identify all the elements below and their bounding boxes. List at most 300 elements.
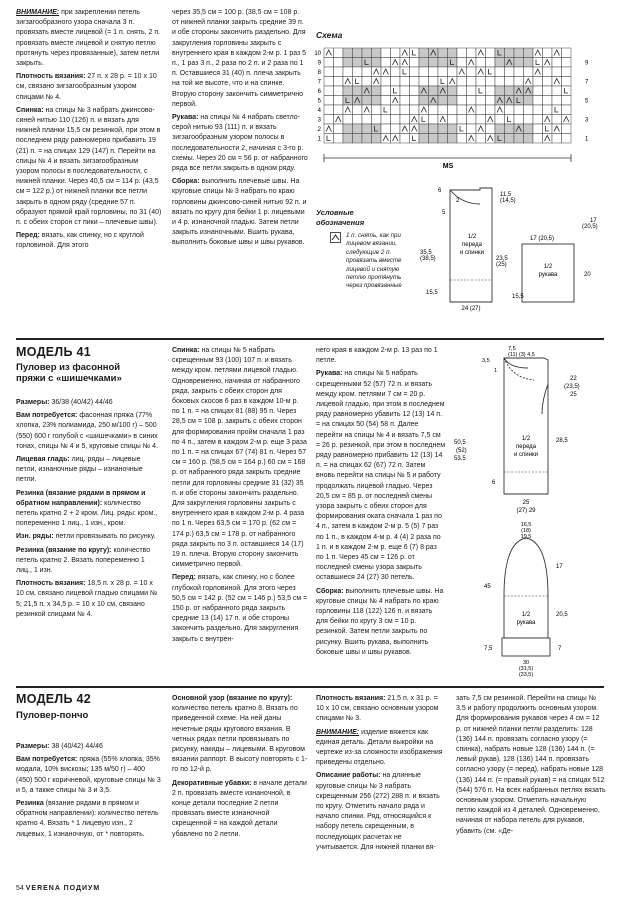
svg-text:(52): (52) <box>456 448 467 454</box>
chart-cell <box>353 58 363 68</box>
chart-cell <box>562 48 572 58</box>
chart-cell <box>562 134 572 144</box>
chart-cell <box>533 115 543 125</box>
chart-cell <box>552 134 562 144</box>
chart-cell <box>467 124 477 134</box>
chart-cell <box>438 105 448 115</box>
m42-density-label: Плотность вязания: <box>316 695 386 702</box>
svg-text:7,5: 7,5 <box>484 646 493 652</box>
chart-cell <box>353 48 363 58</box>
sleeves-text: на спицы № 4 набрать светло-серой нитью 93 (111) п. и вязать зигзагообразным узором полосы в последовательности 2, начиная с 3-го р. схемы. Через 20 см = 56 р. от набранного ряда все петли закрыть в одном ряду. <box>172 114 308 173</box>
chart-cell <box>533 124 543 134</box>
chart-cell <box>353 77 363 87</box>
chart-cell <box>429 58 439 68</box>
svg-text:1: 1 <box>494 368 498 374</box>
page-footer <box>16 885 100 892</box>
chart-cell <box>343 96 353 106</box>
m42-desc-label: Описание работы: <box>316 772 381 780</box>
chart-cell <box>391 86 401 96</box>
chart-cell <box>524 105 534 115</box>
svg-text:3,5: 3,5 <box>482 358 490 364</box>
svg-text:7,5: 7,5 <box>508 346 516 352</box>
chart-cell <box>381 115 391 125</box>
chart-cell <box>381 58 391 68</box>
front-label: Перед: <box>16 232 40 240</box>
legend-title-line-1: Условные <box>316 208 354 217</box>
m41-sizes-label: Размеры: <box>16 399 50 406</box>
pattern-top-sleeve <box>512 180 612 312</box>
svg-text:рукава: рукава <box>516 620 536 626</box>
m42-desc-text: на длинные круговые спицы № 3 набрать скрещенным 256 (272) 288 п. и вязать по кругу. Отметить начало ряда и начало спинки. Ряд, относящийся к набору петель скрещенным, в последующих расчетах не учитывается. Для нижней планки вя- <box>316 772 440 851</box>
chart-cell <box>448 124 458 134</box>
top-column-1 <box>16 8 162 255</box>
chart-cell <box>362 58 372 68</box>
chart-cell <box>495 77 505 87</box>
chart-cell <box>391 124 401 134</box>
chart-cell <box>467 67 477 77</box>
section-divider-1 <box>16 338 604 340</box>
chart-cell <box>362 96 372 106</box>
m41-purl-label: Изн. ряды: <box>16 533 54 541</box>
chart-cell <box>419 124 429 134</box>
page-number: 54 <box>16 885 24 892</box>
chart-cell <box>438 77 448 87</box>
m41-sizes-text: 36/38 (40/42) 44/46 <box>51 399 113 406</box>
chart-cell <box>400 86 410 96</box>
chart-cell <box>524 48 534 58</box>
chart-cell <box>410 48 420 58</box>
svg-text:(31,5): (31,5) <box>518 666 534 672</box>
chart-cell <box>514 115 524 125</box>
chart-cell <box>495 134 505 144</box>
chart-cell <box>552 115 562 125</box>
legend-title <box>316 208 364 228</box>
chart-row-number: 2 <box>317 127 321 133</box>
chart-cell <box>410 67 420 77</box>
legend-symbol-icon <box>330 232 341 243</box>
chart-cell <box>343 124 353 134</box>
chart-row-number: 8 <box>317 70 321 76</box>
chart-cell <box>476 58 486 68</box>
chart-cell <box>448 86 458 96</box>
chart-cell <box>457 48 467 58</box>
chart-cell <box>448 48 458 58</box>
chart-cell <box>343 86 353 96</box>
chart-cell <box>353 115 363 125</box>
chart-row-number: 10 <box>314 51 321 57</box>
chart-cell <box>353 124 363 134</box>
m41-assembly-label: Сборка: <box>316 587 344 595</box>
chart-cell <box>410 58 420 68</box>
chart-cell <box>533 96 543 106</box>
chart-row-number-right: 9 <box>585 60 589 67</box>
svg-text:17: 17 <box>556 564 563 570</box>
model-42-title: МОДЕЛЬ 42 <box>16 692 92 706</box>
chart-cell <box>457 77 467 87</box>
m41-need-text: фасонная пряжа (77% хлопка, 23% полиамида, 250 м/100 г) – 500 (550) 600 г голубой с «шишечками» в синих тонах, спицы № 4 и 5, круговые спицы № 4. <box>16 412 159 450</box>
chart-cell <box>543 77 553 87</box>
chart-cell <box>324 58 334 68</box>
chart-cell <box>486 67 496 77</box>
chart-cell <box>343 58 353 68</box>
chart-cell <box>524 134 534 144</box>
svg-text:24 (27): 24 (27) <box>461 306 481 312</box>
m41-sleeves-text: на спицы № 5 набрать скрещенными 52 (57) 72 п. и вязать между кром. петлями 7 см = 20 р. лицевой гладью, при этом в последнем ряду равномерно убавить 12 (13) 14 п. = на спицах 50 (54) 58 п. Далее перейти на спицы № 4 и вязать 7,5 см = 26 р. резинкой, при этом в последнем ряду равномерно прибавить 12 (13) 14 п. = на спицах 62 (67) 72 п. Затем вновь перейти на спицы № 5 и работу продолжать лицевой гладью. Через 20,5 см = 85 р. от последней смены узора закрыть с обеих сторон для формирования оката сначала 1 раз по 4 п., затем в каждом 2-м р. 5 (5) 7 раз по 1 п., в каждом 4-м р. 4 (4) 2 раза по 1 п. и в каждом 2-м р. еще 6 (7) 8 раз по 1 п. Через 45 см = 126 р. от последней смены узора закрыть оставшиеся 24 (27) 30 петель. <box>316 370 446 582</box>
chart-grid <box>324 48 571 143</box>
model-41-subtitle: Пуловер из фасонной пряжи с «шишечками» <box>16 362 122 384</box>
chart-cell <box>372 96 382 106</box>
model-42-column-4 <box>456 694 606 840</box>
m41-rib-label: Резинка (вязание рядами в прямом и обратном направлении): <box>16 489 146 507</box>
legend-text: 1 п. снять, как при лицевом вязании, следующие 2 п. провязать вместе лицевой и снятую петлю протянуть через провязанные <box>346 232 402 290</box>
chart-cell <box>457 58 467 68</box>
pattern-top-front-back <box>420 180 516 312</box>
m41-front-text: вязать, как спинку, но с более глубокой горловиной. Для этого через 50,5 см = 142 р. (52 см = 146 р.) 53,5 см = 150 р. от набранного ряда закрыть средние 13 (14) 17 п. и обе стороны закончить раздельно. Для закругления закрыть с внутрен- <box>172 574 308 643</box>
chart-cell <box>552 67 562 77</box>
m42-main-text: количество петель кратно 8. Вязать по приведенной схеме. На ней даны нечетные ряды кругового вязания. В четных рядах петли провязывать по рисунку, накиды – лицевыми. В круговом вязании раппорт. В высоту повторять с 1-го по 12-й р. <box>172 705 308 774</box>
chart-cell <box>467 115 477 125</box>
chart-cell <box>362 115 372 125</box>
chart-cell <box>324 77 334 87</box>
m41-assembly-text: выполнить плечевые швы. На круговые спицы № 4 набрать по краю горловины 118 (122) 126 п. и вязать для бейки по кругу 3 см = 10 р. резинкой. Затем петли закрыть по рисунку. Вшить рукава, выполнить боковые швы и швы рукавов. <box>316 587 444 656</box>
svg-text:и спинки: и спинки <box>514 452 538 458</box>
m42-dec-label: Декоративные убавки: <box>172 779 252 787</box>
m41-rib-round-label: Резинка (вязание по кругу): <box>16 546 112 554</box>
svg-text:(18): (18) <box>521 528 531 534</box>
magazine-brand: VERENA ПОДИУМ <box>25 885 101 892</box>
svg-text:17 (20,5): 17 (20,5) <box>529 236 555 242</box>
chart-cell <box>505 67 515 77</box>
chart-cell <box>495 48 505 58</box>
chart-cell <box>381 77 391 87</box>
chart-cell <box>372 105 382 115</box>
chart-cell <box>429 105 439 115</box>
chart-cell <box>476 134 486 144</box>
chart-row-number: 5 <box>317 98 321 105</box>
chart-cell <box>552 96 562 106</box>
chart-cell <box>381 96 391 106</box>
chart-cell <box>448 105 458 115</box>
svg-text:35,5: 35,5 <box>420 250 432 256</box>
svg-text:15,5: 15,5 <box>512 294 524 300</box>
svg-text:28,5: 28,5 <box>556 438 568 444</box>
svg-text:5: 5 <box>442 210 446 216</box>
chart-row-number-right: 5 <box>585 98 589 105</box>
m42-need-label: Вам потребуется: <box>16 756 78 764</box>
assembly-label: Сборка: <box>172 178 200 186</box>
chart-cell <box>514 134 524 144</box>
scheme-title: Схема <box>316 30 343 40</box>
chart-cell <box>448 134 458 144</box>
m42-warning-label: ВНИМАНИЕ: <box>316 728 360 736</box>
chart-cell <box>410 134 420 144</box>
chart-cell <box>552 58 562 68</box>
chart-row-number: 3 <box>317 117 321 124</box>
chart-cell <box>438 67 448 77</box>
chart-cell <box>419 48 429 58</box>
chart-cell <box>381 86 391 96</box>
chart-cell <box>505 115 515 125</box>
chart-row-labels <box>314 51 321 143</box>
chart-cell <box>448 58 458 68</box>
m42-rib-text: (вязание рядами в прямом и обратном направлении): количество петель кратно 4. Вязать * 1 лицевую изн., 2 лицевых, 1 изнаночную, от * повторять. <box>16 800 159 838</box>
chart-cell <box>391 115 401 125</box>
chart-cell <box>438 134 448 144</box>
chart-right-labels <box>585 61 589 143</box>
chart-cell <box>505 86 515 96</box>
chart-cell <box>324 67 334 77</box>
chart-cell <box>381 105 391 115</box>
model-41-column-3 <box>316 346 446 661</box>
svg-text:53,5: 53,5 <box>454 456 466 462</box>
m41-back-label: Спинка: <box>172 347 200 354</box>
chart-cell <box>562 67 572 77</box>
chart-row-number: 1 <box>317 136 321 143</box>
chart-row-number-right: 1 <box>585 136 589 143</box>
model-42-column-1 <box>16 742 162 843</box>
svg-text:45: 45 <box>484 584 491 590</box>
svg-text:7: 7 <box>558 646 562 652</box>
chart-cell <box>381 124 391 134</box>
ms-label: MS <box>442 163 454 170</box>
chart-cell <box>533 105 543 115</box>
chart-cell <box>334 124 344 134</box>
svg-text:30: 30 <box>522 660 530 666</box>
sleeves-label: Рукава: <box>172 114 199 122</box>
chart-cell <box>362 67 372 77</box>
chart-cell <box>429 134 439 144</box>
chart-cell <box>457 86 467 96</box>
chart-cell <box>343 67 353 77</box>
chart-cell <box>486 96 496 106</box>
chart-cell <box>438 124 448 134</box>
chart-cell <box>514 96 524 106</box>
front-cont-text: через 35,5 см = 100 р. (38,5 см = 108 р. от нижней планки закрыть средние 39 п. и обе стороны закончить раздельно. Для закругления горловины закрыть с внутреннего края в каждом 2-м р. 1 раз 5 п., 1 раз 3 п., 2 раза по 2 п. и 2 раза по 1 п. Оставшиеся 31 (40) п. плеча закрыть на той же высоте, что и на спинке. Вторую сторону закончить симметрично первой. <box>172 9 307 108</box>
chart-cell <box>334 105 344 115</box>
chart-cell <box>429 115 439 125</box>
svg-text:переда: переда <box>516 444 536 450</box>
m42-col4-text: зать 7,5 см резинкой. Перейти на спицы № 3,5 и работу продолжить основным узором. Для формирования рукавов через 4 см = 12 р. от нижней планки петли разделить: 128 (136) 144 п. провязать согласно узору (= спинка), набрать новые 128 (136) 144 п. (= левый рукав), 128 (136) 144 п. провязать согласно узору (= перед), набрать новые 128 (136) 144 п. (= правый рукав) = на спицах 512 (544) 576 п. На всех набранных петлях вязать основным узором. Отметить начальную петлю каждой из 4 деталей. Одновременно, начиная от набора петель для рукавов, убавить (см. «Де- <box>456 695 606 835</box>
chart-cell <box>400 77 410 87</box>
chart-cell <box>343 115 353 125</box>
chart-cell <box>372 115 382 125</box>
chart-cell <box>486 48 496 58</box>
chart-cell <box>476 105 486 115</box>
svg-text:(33,5): (33,5) <box>518 672 534 678</box>
chart-cell <box>457 134 467 144</box>
chart-cell <box>543 96 553 106</box>
chart-cell <box>343 48 353 58</box>
chart-cell <box>543 67 553 77</box>
chart-cell <box>533 86 543 96</box>
chart-cell <box>476 115 486 125</box>
model-41-column-1 <box>16 398 162 623</box>
chart-cell <box>495 115 505 125</box>
chart-cell <box>448 96 458 106</box>
chart-cell <box>495 67 505 77</box>
svg-text:19,5: 19,5 <box>520 534 532 540</box>
m41-density-text: 18,5 п. х 28 р. = 10 х 10 см, связано лицевой гладью спицами № 5; 21,5 п. х 34,5 р. = 10 х 10 см, связано резинкой спицами № 4. <box>16 580 158 618</box>
chart-cell <box>334 86 344 96</box>
chart-cell <box>334 48 344 58</box>
m41-pattern-sleeve <box>452 520 612 680</box>
chart-cell <box>495 86 505 96</box>
m42-sizes-label: Размеры: <box>16 743 50 750</box>
chart-cell <box>419 77 429 87</box>
chart-cell <box>476 86 486 96</box>
chart-cell <box>334 96 344 106</box>
chart-cell <box>505 134 515 144</box>
chart-cell <box>419 134 429 144</box>
svg-text:(27) 29: (27) 29 <box>516 508 536 514</box>
svg-text:2: 2 <box>456 198 460 204</box>
chart-cell <box>486 105 496 115</box>
m41-rib-text: количество петель кратно 2 + 2 кром. Лиц. ряды: кром., попеременно 1 лиц., 1 изн., кром. <box>16 499 158 528</box>
svg-text:6: 6 <box>438 188 442 194</box>
chart-cell <box>552 86 562 96</box>
legend-title-line-2: обозначения <box>316 218 365 227</box>
density-text: 27 п. х 28 р. = 10 х 10 см, связано зигзагообразным узором спицами № 4. <box>16 73 157 101</box>
m41-front-label: Перед: <box>172 574 196 582</box>
chart-cell <box>486 58 496 68</box>
svg-text:(23,5): (23,5) <box>564 384 580 390</box>
chart-cell <box>372 124 382 134</box>
chart-cell <box>438 96 448 106</box>
chart-cell <box>410 86 420 96</box>
chart-cell <box>324 86 334 96</box>
chart-cell <box>391 67 401 77</box>
chart-row-number: 6 <box>317 89 321 95</box>
chart-cell <box>372 134 382 144</box>
chart-cell <box>562 124 572 134</box>
chart-cell <box>391 105 401 115</box>
svg-text:и спинки: и спинки <box>460 250 484 256</box>
chart-cell <box>457 115 467 125</box>
chart-cell <box>410 105 420 115</box>
m42-density-text: 21,5 п. х 31 р. = 10 х 10 см, связано основным узором спицами № 3. <box>316 695 439 723</box>
m42-rib-label: Резинка <box>16 800 44 808</box>
chart-cell <box>543 86 553 96</box>
chart-cell <box>419 58 429 68</box>
chart-cell <box>514 58 524 68</box>
svg-text:рукава: рукава <box>538 272 558 278</box>
svg-text:11,5: 11,5 <box>500 192 512 198</box>
chart-cell <box>381 48 391 58</box>
chart-cell <box>324 115 334 125</box>
svg-text:1/2: 1/2 <box>521 612 531 618</box>
m41-pattern-front-back <box>452 344 612 516</box>
chart-cell <box>552 105 562 115</box>
chart-cell <box>353 67 363 77</box>
svg-text:1/2: 1/2 <box>543 264 553 270</box>
svg-text:50,5: 50,5 <box>454 440 466 446</box>
svg-text:15,5: 15,5 <box>426 290 438 296</box>
chart-row-number: 4 <box>317 108 321 114</box>
m42-sizes-text: 38 (40/42) 44/46 <box>51 743 103 750</box>
chart-cell <box>476 96 486 106</box>
chart-cell <box>353 86 363 96</box>
chart-cell <box>467 96 477 106</box>
chart-cell <box>334 134 344 144</box>
model-41-column-2 <box>172 346 308 648</box>
m41-density-label: Плотность вязания: <box>16 580 86 588</box>
svg-text:22: 22 <box>570 376 577 382</box>
chart-cell <box>486 77 496 87</box>
chart-cell <box>391 48 401 58</box>
chart-cell <box>448 67 458 77</box>
density-label: Плотность вязания: <box>16 73 86 81</box>
chart-cell <box>438 48 448 58</box>
back-text: на спицы № 3 набрать джинсово-синей нитью 110 (126) п. и вязать для нижней планки 15,5 см резинкой, при этом в последнем ряду равномерно прибавить 19 (21) п. = на спицах 129 (147) п. Перейти на спицы № 4 и вязать зигзагообразным узором полосы в последовательности, с нижней планки. Через 40,5 см = 114 р. (43,5 см = 122 р.) от нижней планки все петли закрыть в одном ряду (средние 57 п. образуют прямой край горловины, по 31 (40) п. с обеих сторон ст пики – плечевые швы). <box>16 106 162 227</box>
svg-text:(11) (3) 4,5: (11) (3) 4,5 <box>508 352 535 358</box>
chart-cell <box>486 86 496 96</box>
svg-text:(25): (25) <box>496 262 507 268</box>
chart-cell <box>495 124 505 134</box>
chart-cell <box>410 77 420 87</box>
chart-cell <box>410 96 420 106</box>
svg-text:25: 25 <box>522 500 530 506</box>
knitting-chart <box>312 44 612 174</box>
chart-cell <box>362 77 372 87</box>
chart-cell <box>448 115 458 125</box>
chart-cell <box>514 105 524 115</box>
chart-cell <box>533 134 543 144</box>
m42-main-label: Основной узор (вязание по кругу): <box>172 695 293 702</box>
chart-cell <box>353 134 363 144</box>
chart-cell <box>533 77 543 87</box>
chart-cell <box>429 67 439 77</box>
chart-cell <box>334 67 344 77</box>
chart-cell <box>514 67 524 77</box>
chart-cell <box>372 58 382 68</box>
chart-cell <box>324 96 334 106</box>
model-42-column-3 <box>316 694 446 856</box>
back-label: Спинка: <box>16 106 44 114</box>
chart-cell <box>467 86 477 96</box>
m41-need-label: Вам потребуется: <box>16 412 78 420</box>
chart-cell <box>334 77 344 87</box>
svg-text:1/2: 1/2 <box>467 234 477 240</box>
chart-cell <box>524 124 534 134</box>
m41-rib-round-text: количество петель кратно 2. Вязать попеременно 1 лиц., 1 изн. <box>16 546 151 575</box>
m42-need-text: пряжа (55% хлопка, 35% модала, 10% вискозы; 135 м/50 г) – 400 (450) 500 г коричневой, круговые спицы № 3 и 5, а также спицы № 3 и 3,5. <box>16 756 161 794</box>
chart-row-number: 7 <box>317 79 321 86</box>
svg-text:переда: переда <box>462 242 482 248</box>
front-text: вязать, как спинку, но с круглой горловиной. Для этого <box>16 232 144 250</box>
m41-back-text: на спицы № 5 набрать скрещенным 93 (100) 107 п. и вязать между кром. петлями лицевой гладью. Одновременно, начиная от набранного ряда, закрыть с обеих сторон для боковых скосов 6 раз в каждом 10-м р. по 1 п. = на спицах 81 (88) 95 п. Через 28,5 см = 108 р. закрыть с обеих сторон для формирования пройм сначала 1 раз по 4 п., затем в каждом 2-м р. еще 3 раза по 1 п. = на спицах 67 (74) 81 п. Через 57 см = 160 р. (58,5 см = 164 р.) 60 см = 168 р. от набранного ряда закрыть средние петли для горловины средние 31 (32) 35 п. и обе стороны закончить раздельно. Для закругления горловины закрыть с внутреннего края в каждом 2-м р. 4 раза по 1 п. Через 63,5 см = 170 р. (62 см = 174 р.) 63,5 см = 178 р. от набранного ряда закрыть по 3 п. оставшиеся 14 (17) 19 п. плеча. Вторую сторону закончить симметрично первой. <box>172 347 307 569</box>
chart-cell <box>400 105 410 115</box>
chart-cell <box>362 124 372 134</box>
chart-cell <box>400 134 410 144</box>
svg-text:6: 6 <box>492 480 496 486</box>
warning-label: ВНИМАНИЕ: <box>16 9 60 16</box>
chart-cell <box>486 124 496 134</box>
chart-cell <box>429 77 439 87</box>
m41-purl-text: петли провязывать по рисунку. <box>55 533 156 541</box>
chart-cell <box>562 86 572 96</box>
svg-text:(20,5): (20,5) <box>582 224 598 230</box>
svg-text:20: 20 <box>584 272 591 278</box>
chart-cell <box>457 124 467 134</box>
chart-cell <box>524 58 534 68</box>
chart-cell <box>524 115 534 125</box>
m42-warning-text: изделие вяжется как единая деталь. Детали выкройки на чертеже из-за сложности изображения приведены отдельно. <box>316 728 443 767</box>
chart-cell <box>362 48 372 58</box>
warning-text: при закреплении петель зигзагообразного узора сначала 3 п. провязать вместе лицевой (= 1 п. снять, 2 п. провязать вместе лицевой и снятую петлю протянуть через провязанные), затем петли закрыть. <box>16 9 161 68</box>
m41-stockinette-text: лиц. ряды – лицевые петли, изнаночные ряды – изнаночные петли. <box>16 456 143 484</box>
chart-cell <box>505 124 515 134</box>
chart-cell <box>495 58 505 68</box>
